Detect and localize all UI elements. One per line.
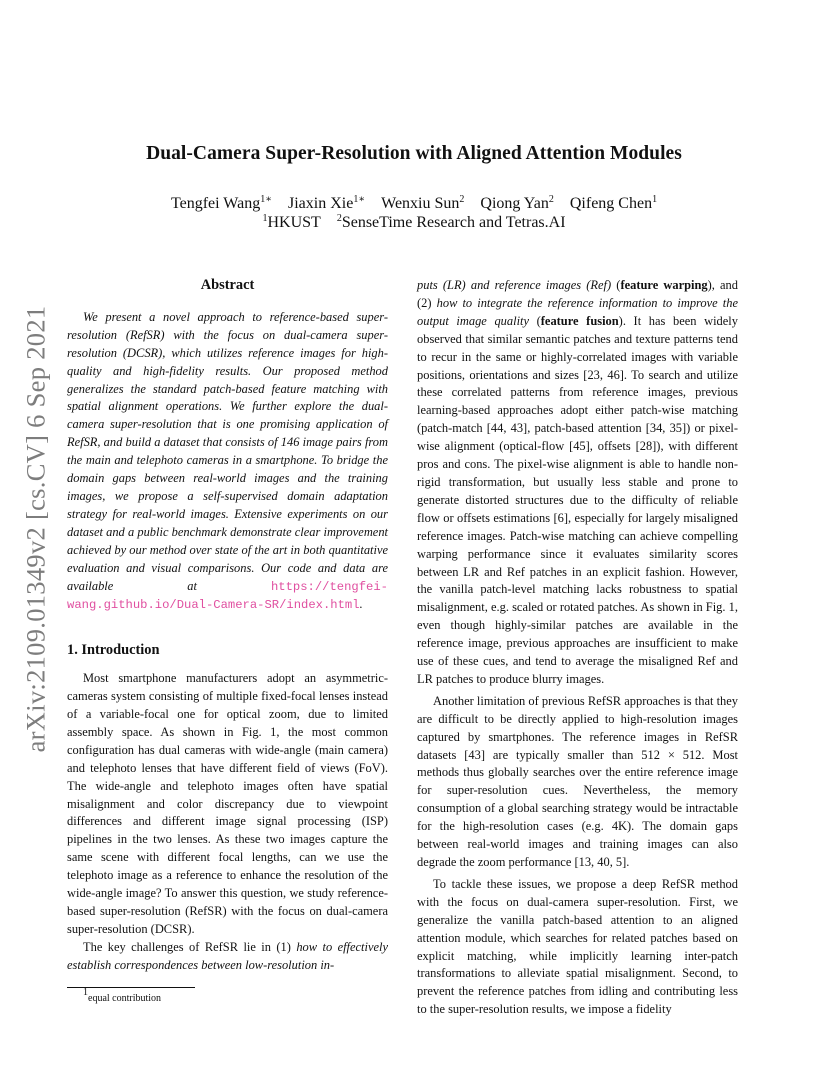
author-1: Tengfei Wang$^{1∗}$ (170, 194, 272, 212)
arxiv-sidebar-identifier (16, 294, 56, 764)
project-url-link[interactable]: https://tengfei-wang.github.io/Dual-Camera-SR/index.html (67, 579, 388, 613)
affiliation-2: $^2$SenseTime Research and Tetras.AI (336, 213, 566, 231)
author-5: Qifeng Chen$^1$ (569, 194, 658, 212)
right-paragraph-1: puts (LR) and reference images (Ref) (feature warping), and (2) how to integrate the reference information to improve the output image quality (feature fusion). It has been widely observed that similar semantic patches and texture patterns tend to recur in the same or highly-correlated images with variable positions, orientations and sizes [23, 46]. To search and utilize these correlated patterns from reference images, previous learning-based approaches adopt either patch-wise matching (patch-match [44, 43], patch-based attention [34, 35]) or pixel-wise alignment (optical-flow [45], offsets [28]), with different pros and cons. The pixel-wise alignment is able to handle non-rigid transformation, but usually less stable and prone to generate distorted structures due to the difficulty of reliable flow or offsets estimations [6], especially for largely misaligned reference images. Patch-wise matching can achieve compelling warping performance since it evaluates similarity scores between LR and Ref patches in an explicit fashion. However, the vanilla patch-level matching lacks robustness to spatial misalignment, e.g. scaled or rotated patches. As shown in Fig. 1, even though highly-similar patches are available in the reference image, previous approaches are insufficient to make use of these cues, and tend to average the misaligned Ref and LR patches to produce blurry images. (417, 278, 738, 686)
footnote: $^1$equal contribution (83, 986, 162, 1004)
abstract-heading: Abstract (200, 277, 255, 293)
author-2: Jiaxin Xie$^{1∗}$ (288, 194, 366, 212)
author-4: Qiong Yan$^2$ (480, 194, 554, 212)
author-list (0, 195, 828, 213)
intro-paragraph-1: Most smartphone manufacturers adopt an asymmetric-cameras system consisting of multiple fixed-focal lenses instead of a variable-focal one for optical zoom, due to limited assembly space. As shown in Fig. 1, the most common configuration has dual cameras with wide-angle (main camera) and telephoto lenses that have different field of views (FoV). The wide-angle and telephoto images often have spatial misalignment and color discrepancy due to viewpoint differences and different image signal processing (ISP) pipelines in the two lenses. As these two images capture the same scene with different focal lengths, can we use the telephoto image as a reference to enhance the resolution of the wide-angle image? To answer this question, we study reference-based super-resolution (RefSR) with the focus on dual-camera super-resolution (DCSR). (67, 671, 388, 936)
affiliation-1: $^1$HKUST (262, 213, 321, 231)
introduction-heading: 1. Introduction (67, 642, 160, 659)
affiliation-list (0, 214, 828, 232)
abstract-body (67, 309, 388, 615)
left-column (67, 277, 388, 1005)
author-3: Wenxiu Sun$^2$ (381, 194, 465, 212)
intro-paragraph-2: The key challenges of RefSR lie in (1) how to effectively establish correspondences between low-resolution in- (67, 939, 388, 972)
right-column (417, 277, 738, 1019)
right-paragraph-2: Another limitation of previous RefSR approaches is that they are difficult to be directly applied to high-resolution images captured by smartphones. The reference images in RefSR datasets [43] are typically smaller than 512 × 512. Most methods thus globally searches over the entire reference image for super-resolution cues. Nevertheless, the memory consumption of a global searching strategy would be intractable for the high-resolution cases (e.g. 4K). The domain gaps between real-world images and training images can also degrade the zoom performance [13, 40, 5]. (417, 693, 738, 869)
arxiv-id-text: arXiv:2109.01349v2 [cs.CV] 6 Sep 2021 (20, 305, 51, 753)
right-paragraph-3: To tackle these issues, we propose a deep RefSR method with the focus on dual-camera super-resolution. First, we generalize the vanilla patch-based attention to an aligned attention module, which searches for related patches based on explicit matching, while implicitly learning inter-patch transformations to alleviate spatial misalignment. Second, to prevent the reference patches from idling and contributing less to the super-resolution results, we impose a fidelity (417, 876, 738, 1017)
paper-title: Dual-Camera Super-Resolution with Aligned Attention Modules (146, 143, 682, 164)
abstract-paragraph: We present a novel approach to reference-based super-resolution (RefSR) with the focus on dual-camera super-resolution (DCSR), which utilizes reference images for high-quality and high-fidelity results. Our proposed method generalizes the standard patch-based feature matching with spatial alignment operations. We further explore the dual-camera super-resolution that is one promising application of RefSR, and build a dataset that consists of 146 image pairs from the main and telephoto cameras in a smartphone. To bridge the domain gaps between real-world images and the training images, we propose a self-supervised domain adaptation strategy for real-world images. Extensive experiments on our dataset and a public benchmark demonstrate clear improvement achieved by our method over state of the art in both quantitative evaluation and visual comparisons. Our code and data are available at https://tengfei-wang.github.io/Dual-Camera-SR/index.html. (67, 309, 388, 613)
